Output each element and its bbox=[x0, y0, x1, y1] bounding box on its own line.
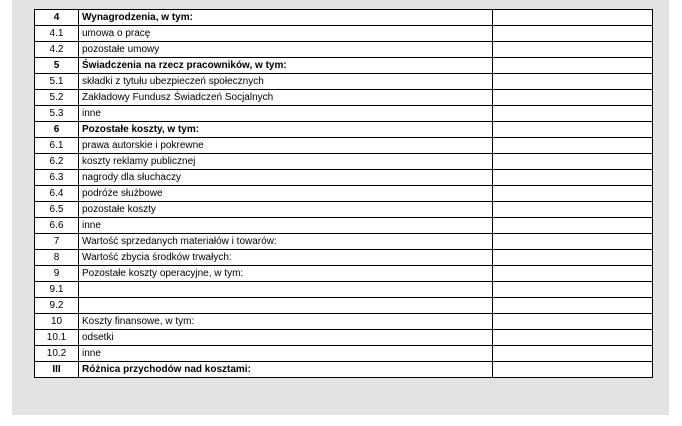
table-row bbox=[35, 170, 653, 186]
row-label-cell: Pozostałe koszty operacyjne, w tym: bbox=[79, 266, 493, 282]
table-row bbox=[35, 202, 653, 218]
row-number-cell: 6.2 bbox=[35, 154, 79, 170]
row-value-cell[interactable] bbox=[493, 154, 653, 170]
row-value-cell[interactable] bbox=[493, 314, 653, 330]
table-row bbox=[35, 218, 653, 234]
row-label-cell bbox=[79, 282, 493, 298]
row-value-cell[interactable] bbox=[493, 330, 653, 346]
row-number-cell: 5.3 bbox=[35, 106, 79, 122]
row-label-cell: Koszty finansowe, w tym: bbox=[79, 314, 493, 330]
row-value-cell[interactable] bbox=[493, 74, 653, 90]
row-label-cell: nagrody dla słuchaczy bbox=[79, 170, 493, 186]
table-row bbox=[35, 154, 653, 170]
row-value-cell[interactable] bbox=[493, 282, 653, 298]
row-number-cell: 5 bbox=[35, 58, 79, 74]
table-row bbox=[35, 298, 653, 314]
row-value-cell[interactable] bbox=[493, 234, 653, 250]
row-label-cell: składki z tytułu ubezpieczeń społecznych bbox=[79, 74, 493, 90]
row-value-cell[interactable] bbox=[493, 26, 653, 42]
row-number-cell: 5.1 bbox=[35, 74, 79, 90]
row-number-cell: 9.2 bbox=[35, 298, 79, 314]
row-value-cell[interactable] bbox=[493, 202, 653, 218]
row-label-cell bbox=[79, 298, 493, 314]
table-row bbox=[35, 90, 653, 106]
row-number-cell: 6.5 bbox=[35, 202, 79, 218]
row-label-cell: inne bbox=[79, 218, 493, 234]
row-label-cell: Zakładowy Fundusz Świadczeń Socjalnych bbox=[79, 90, 493, 106]
row-label-cell: Pozostałe koszty, w tym: bbox=[79, 122, 493, 138]
row-value-cell[interactable] bbox=[493, 58, 653, 74]
row-number-cell: 9 bbox=[35, 266, 79, 282]
row-label-cell: podróże służbowe bbox=[79, 186, 493, 202]
row-label-cell: Wartość sprzedanych materiałów i towarów: bbox=[79, 234, 493, 250]
row-value-cell[interactable] bbox=[493, 218, 653, 234]
row-value-cell[interactable] bbox=[493, 106, 653, 122]
row-number-cell: 8 bbox=[35, 250, 79, 266]
row-label-cell: pozostałe koszty bbox=[79, 202, 493, 218]
table-row bbox=[35, 250, 653, 266]
table-row bbox=[35, 58, 653, 74]
cost-table bbox=[34, 9, 653, 378]
row-value-cell[interactable] bbox=[493, 266, 653, 282]
table-row bbox=[35, 186, 653, 202]
table-row bbox=[35, 74, 653, 90]
row-number-cell: 6 bbox=[35, 122, 79, 138]
table-row bbox=[35, 346, 653, 362]
table-row bbox=[35, 282, 653, 298]
table-row bbox=[35, 42, 653, 58]
row-label-cell: inne bbox=[79, 346, 493, 362]
row-value-cell[interactable] bbox=[493, 122, 653, 138]
row-label-cell: umowa o pracę bbox=[79, 26, 493, 42]
row-number-cell: 4 bbox=[35, 10, 79, 26]
row-value-cell[interactable] bbox=[493, 298, 653, 314]
row-number-cell: 9.1 bbox=[35, 282, 79, 298]
row-number-cell: 10 bbox=[35, 314, 79, 330]
row-value-cell[interactable] bbox=[493, 250, 653, 266]
table-row bbox=[35, 266, 653, 282]
row-label-cell: inne bbox=[79, 106, 493, 122]
row-label-cell: Świadczenia na rzecz pracowników, w tym: bbox=[79, 58, 493, 74]
table-row bbox=[35, 10, 653, 26]
table-body bbox=[35, 10, 653, 378]
row-number-cell: 6.4 bbox=[35, 186, 79, 202]
table-row bbox=[35, 234, 653, 250]
row-value-cell[interactable] bbox=[493, 170, 653, 186]
row-number-cell: 6.1 bbox=[35, 138, 79, 154]
row-number-cell: 10.2 bbox=[35, 346, 79, 362]
row-number-cell: 6.6 bbox=[35, 218, 79, 234]
row-value-cell[interactable] bbox=[493, 90, 653, 106]
row-value-cell[interactable] bbox=[493, 138, 653, 154]
row-value-cell[interactable] bbox=[493, 362, 653, 378]
row-value-cell[interactable] bbox=[493, 346, 653, 362]
row-label-cell: Wartość zbycia środków trwałych: bbox=[79, 250, 493, 266]
row-number-cell: 6.3 bbox=[35, 170, 79, 186]
table-row bbox=[35, 138, 653, 154]
table-row bbox=[35, 314, 653, 330]
row-number-cell: 4.2 bbox=[35, 42, 79, 58]
row-label-cell: pozostałe umowy bbox=[79, 42, 493, 58]
row-value-cell[interactable] bbox=[493, 10, 653, 26]
table-row bbox=[35, 26, 653, 42]
row-label-cell: odsetki bbox=[79, 330, 493, 346]
row-number-cell: III bbox=[35, 362, 79, 378]
row-label-cell: prawa autorskie i pokrewne bbox=[79, 138, 493, 154]
row-number-cell: 5.2 bbox=[35, 90, 79, 106]
row-label-cell: koszty reklamy publicznej bbox=[79, 154, 493, 170]
document-page bbox=[12, 0, 669, 415]
row-label-cell: Wynagrodzenia, w tym: bbox=[79, 10, 493, 26]
table-row bbox=[35, 106, 653, 122]
row-value-cell[interactable] bbox=[493, 42, 653, 58]
table-row bbox=[35, 362, 653, 378]
table-row bbox=[35, 330, 653, 346]
row-value-cell[interactable] bbox=[493, 186, 653, 202]
row-number-cell: 4.1 bbox=[35, 26, 79, 42]
row-label-cell: Różnica przychodów nad kosztami: bbox=[79, 362, 493, 378]
row-number-cell: 7 bbox=[35, 234, 79, 250]
table-row bbox=[35, 122, 653, 138]
row-number-cell: 10.1 bbox=[35, 330, 79, 346]
